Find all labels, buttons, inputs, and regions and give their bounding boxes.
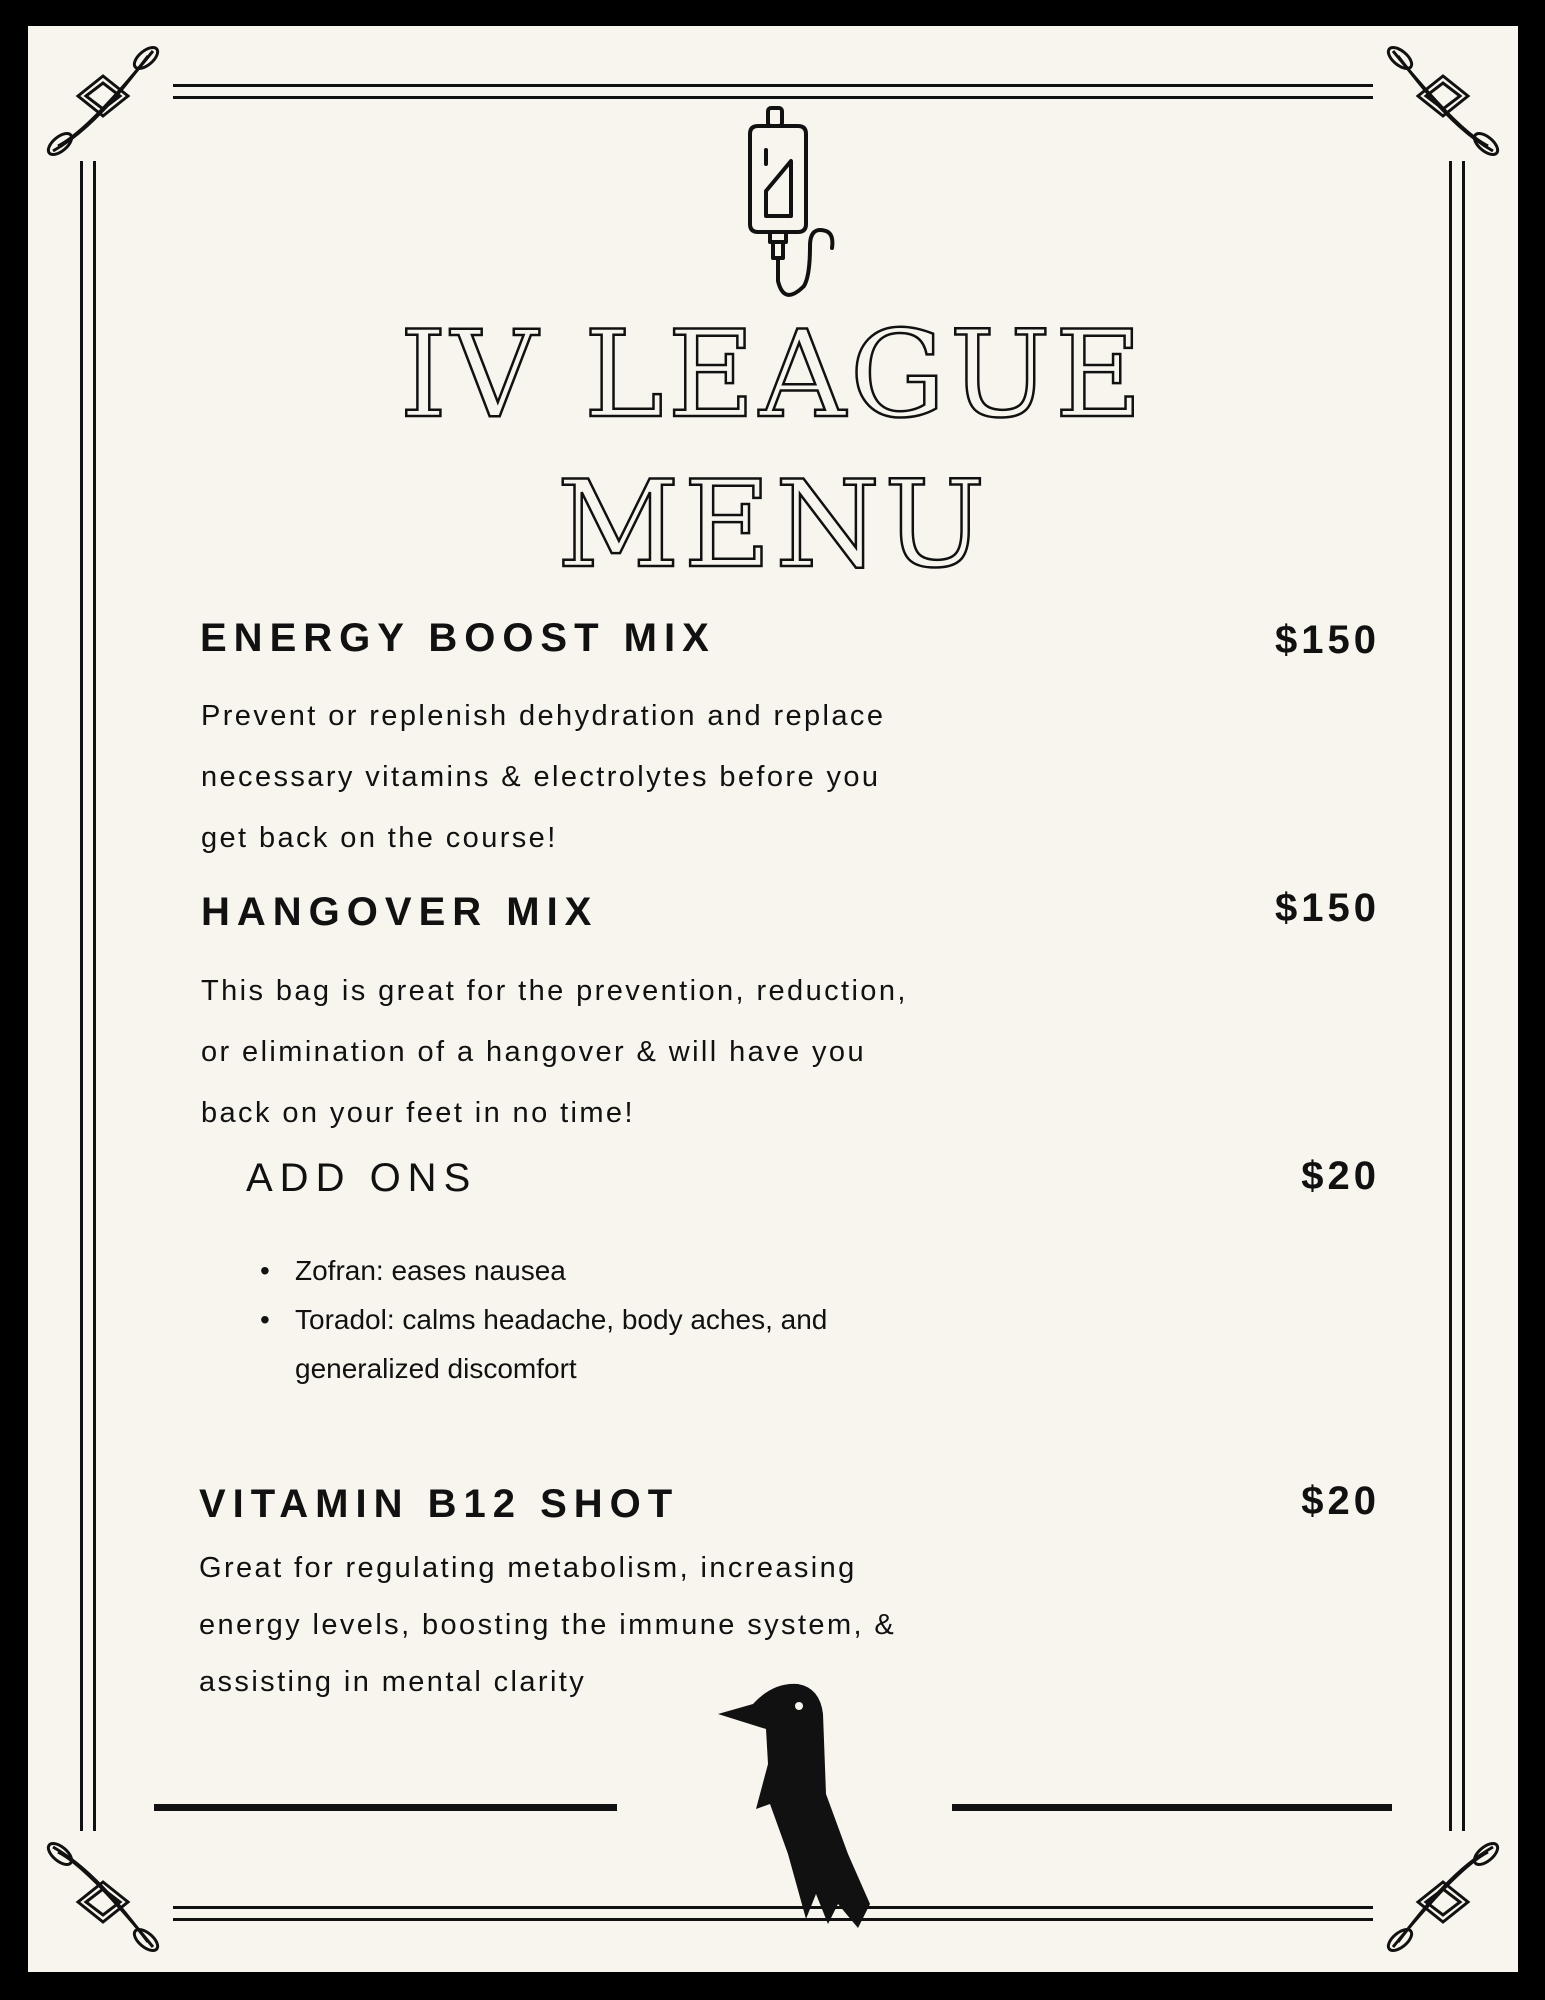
add-ons-list [260, 1246, 960, 1393]
add-on-label: Zofran: eases nausea [295, 1255, 566, 1286]
list-item [260, 1246, 960, 1295]
item-name-add-ons: ADD ONS [246, 1156, 478, 1200]
bullet-icon: • [260, 1255, 270, 1286]
item-name-energy-boost: ENERGY BOOST MIX [200, 616, 716, 660]
description-line: Prevent or replenish dehydration and replace [201, 700, 886, 732]
divider-left [154, 1804, 617, 1811]
menu-title-line1: IV LEAGUE [399, 306, 1147, 445]
ornament-icon [1378, 36, 1508, 166]
description-line: energy levels, boosting the immune system, & [199, 1609, 897, 1641]
menu-page [28, 26, 1518, 1972]
frame-top-outer [173, 84, 1373, 87]
item-price-add-ons: $20 [1301, 1154, 1380, 1198]
item-description-hangover [201, 961, 1061, 1144]
description-line: This bag is great for the prevention, reduction, [201, 975, 908, 1007]
item-price-b12: $20 [1301, 1479, 1380, 1523]
frame-top-inner [173, 96, 1373, 99]
description-line: back on your feet in no time! [201, 1097, 635, 1129]
add-on-label: Toradol: calms headache, body aches, and generalized discomfort [295, 1304, 828, 1384]
menu-title-line2: MENU [556, 456, 990, 595]
item-price-hangover: $150 [1275, 886, 1380, 930]
description-line: assisting in mental clarity [199, 1666, 587, 1698]
iv-bag-icon [726, 106, 876, 306]
description-line: necessary vitamins & electrolytes before you [201, 761, 881, 793]
item-description-energy-boost [201, 686, 1061, 869]
crow-icon [698, 1674, 898, 1934]
divider-right [952, 1804, 1392, 1811]
item-price-energy-boost: $150 [1275, 618, 1380, 662]
ornament-icon [1378, 1832, 1508, 1962]
description-line: get back on the course! [201, 822, 558, 854]
description-line: or elimination of a hangover & will have you [201, 1036, 866, 1068]
ornament-icon [38, 1832, 168, 1962]
ornament-icon [38, 36, 168, 166]
list-item [260, 1295, 960, 1393]
item-name-b12: VITAMIN B12 SHOT [199, 1482, 680, 1526]
item-name-hangover: HANGOVER MIX [201, 890, 599, 934]
bullet-icon: • [260, 1304, 270, 1335]
item-description-b12 [199, 1540, 1059, 1711]
description-line: Great for regulating metabolism, increasing [199, 1552, 857, 1584]
